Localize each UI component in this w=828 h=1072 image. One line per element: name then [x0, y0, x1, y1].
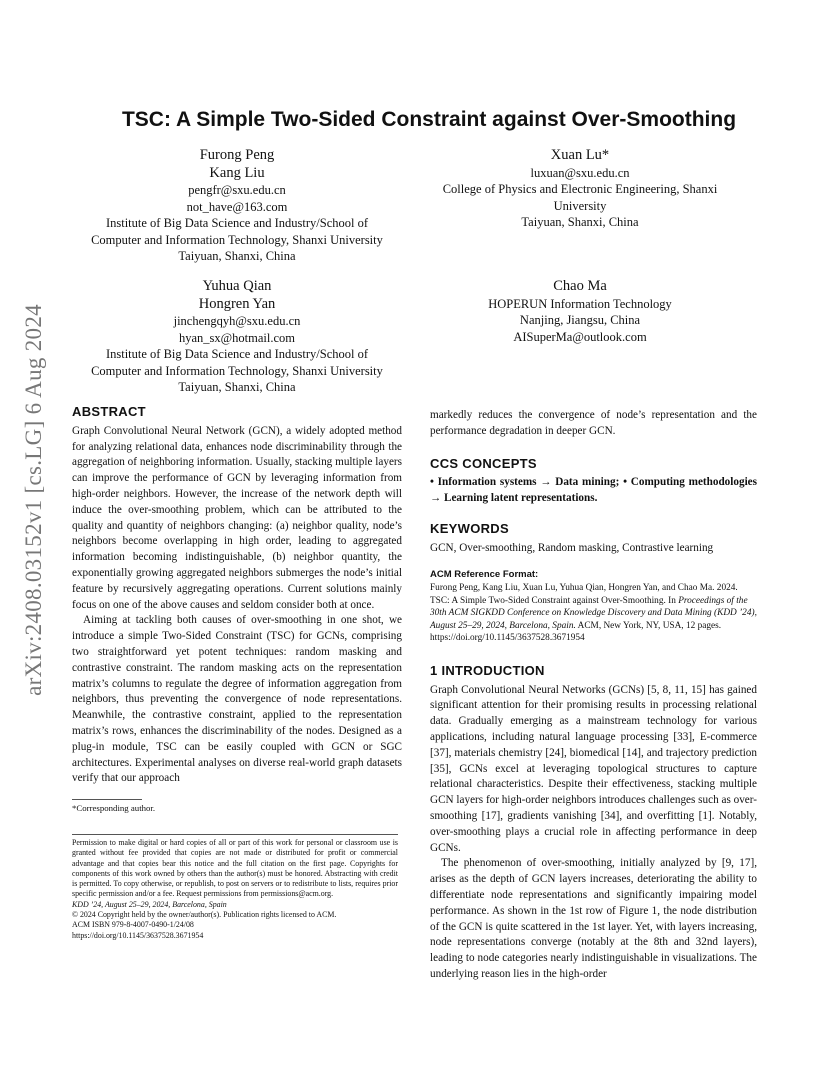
abstract-heading: ABSTRACT [72, 404, 146, 419]
intro-paragraph-2: The phenomenon of over-smoothing, initially analyzed by [9, 17], arises as the depth of GCN layers increases, deteriorating the ability to differentiate node representations and significantly impairing model performance. As shown in the 1st row of Figure 1, the node distribution of the GCN is quite scattered in the 1st layer. Yet, with layers increasing, node representations converge (notably at the 8th and 32nd layers), leading to node categories nearly indistinguishable in visualizations. The underlying reason lies in the high-order [430, 857, 757, 981]
author-name: Chao Ma [553, 278, 607, 294]
doi-link[interactable]: https://doi.org/10.1145/3637528.3671954 [72, 930, 204, 940]
affiliation-line: Institute of Big Data Science and Industry/School of [105, 347, 369, 361]
ccs-concepts-text: • Information systems → Data mining; • Computing methodologies → Learning latent representations. [430, 476, 757, 505]
ccs-heading: CCS CONCEPTS [430, 455, 537, 471]
abstract-paragraph-1: Graph Convolutional Neural Network (GCN), a widely adopted method for analyzing relational data, enhances node discriminability through the aggregation of neighboring information. Usually, stacking multiple layers can improve the performance of GCN by leveraging information from high-order neighbors. However, the increase of the network depth will induce the over-smoothing problem, which can be attributed to the quality and quantity of neighbors changing: (a) neighbor quality, node’s neighbors become overlapping in high order, leading to aggregated information becoming indistinguishable, (b) neighbor quantity, the exponentially growing aggregated neighbors submerges the node’s initial feature by recursively aggregating operations. Current solutions mainly focus on one of the above causes and seldom consider both at once. [72, 424, 402, 611]
author-email[interactable]: jinchengqyh@sxu.edu.cn [173, 314, 301, 328]
copyright-line: © 2024 Copyright held by the owner/author(s). Publication rights licensed to ACM. [72, 910, 337, 920]
left-column [72, 404, 402, 787]
author-email[interactable]: luxuan@sxu.edu.cn [530, 165, 630, 180]
intro-paragraph-1: Graph Convolutional Neural Networks (GCNs) [5, 8, 11, 15] has gained significant attention for their promising results in processing relational data. Gradually emerging as a mainstream technology for various applications, including natural language processing [33], E-commerce [37], materials chemistry [24], biomedical [14], and trajectory prediction [35], GCNs excel at leveraging topological structures to capture relational characteristics. Despite their effectiveness, stacking multiple GCN layers for high-order neighbors introduces challenges such as over-smoothing [17], gradients vanishing [34], and overfitting [1]. Notably, over-smoothing plays a crucial role in affecting performance in deep GCNs. [430, 683, 757, 854]
affiliation-line: HOPERUN Information Technology [488, 296, 672, 311]
author-block-2 [420, 147, 740, 231]
venue-line: KDD ’24, August 25–29, 2024, Barcelona, Spain [72, 899, 227, 909]
permission-block [72, 838, 398, 941]
corresponding-author-footnote: *Corresponding author. [72, 803, 156, 813]
acm-reference-heading: ACM Reference Format: [430, 568, 539, 580]
abstract-paragraph-2: Aiming at tackling both causes of over-smoothing in one shot, we introduce a simple Two-Sided Constraint (TSC) for GCNs, comprising two straightforward yet potent techniques: random masking and contrastive constraint. The random masking acts on the representation matrix’s columns to regulate the degree of information aggregation from neighbors, thus preventing the convergence of node representations. Meanwhile, the contrastive constraint, applied to the representation matrix’s rows, enhances the discriminability of the nodes. Designed as a plug-in module, TSC can be easily coupled with GCN or SGC architectures. Experimental analyses on diverse real-world graph datasets verify that our approach [72, 614, 402, 785]
affiliation-line: Taiyuan, Shanxi, China [521, 215, 639, 229]
affiliation-line: Computer and Information Technology, Shanxi University [91, 363, 383, 378]
affiliation-line: Nanjing, Jiangsu, China [519, 313, 641, 327]
author-name: Furong Peng [199, 147, 275, 163]
affiliation-line: University [553, 198, 607, 213]
affiliation-line: Institute of Big Data Science and Industry/School of [105, 216, 369, 230]
author-email[interactable]: pengfr@sxu.edu.cn [188, 183, 286, 197]
author-name: Kang Liu [209, 164, 265, 181]
affiliation-line: College of Physics and Electronic Engineering, Shanxi [442, 182, 718, 196]
affiliation-line: Taiyuan, Shanxi, China [178, 380, 296, 394]
keywords-text: GCN, Over-smoothing, Random masking, Contrastive learning [430, 541, 714, 554]
keywords-heading: KEYWORDS [430, 520, 509, 536]
author-email[interactable]: not_have@163.com [186, 199, 288, 214]
author-name: Hongren Yan [198, 295, 276, 312]
author-block-1 [72, 147, 402, 265]
author-email[interactable]: AISuperMa@outlook.com [513, 329, 647, 344]
author-block-4 [420, 278, 740, 345]
abstract-continuation: markedly reduces the convergence of node’s representation and the performance degradation in deeper GCN. [430, 409, 757, 437]
permission-text: Permission to make digital or hard copies of all or part of this work for personal or classroom use is granted without fee provided that copies are not made or distributed for profit or commercial advantage and that copies bear this notice and the full citation on the first page. Copyrights for components of this work owned by others than the author(s) must be honored. Abstracting with credit is permitted. To copy otherwise, or republish, to post on servers or to redistribute to lists, requires prior specific permission and/or a fee. Request permissions from permissions@acm.org. [72, 838, 398, 899]
permission-divider [72, 834, 398, 835]
arxiv-id-text: arXiv:2408.03152v1 [cs.LG] 6 Aug 2024 [21, 304, 46, 696]
author-block-3 [72, 278, 402, 396]
paper-title: TSC: A Simple Two-Sided Constraint against Over-Smoothing [121, 108, 737, 131]
affiliation-line: Taiyuan, Shanxi, China [178, 249, 296, 263]
author-name: Yuhua Qian [202, 278, 272, 294]
footnote-divider [72, 799, 142, 800]
author-name: Xuan Lu* [550, 147, 610, 163]
right-column [430, 408, 757, 983]
introduction-heading: 1 INTRODUCTION [430, 662, 545, 678]
arxiv-side-identifier [14, 280, 54, 720]
acm-reference-text: Furong Peng, Kang Liu, Xuan Lu, Yuhua Qian, Hongren Yan, and Chao Ma. 2024. TSC: A Simple Two-Sided Constraint against Over-Smoothing. In Proceedings of the 30th ACM SIGKDD Conference on Knowledge Discovery and Data Mining (KDD ’24), August 25–29, 2024, Barcelona, Spain. ACM, New York, NY, USA, 12 pages. https://doi.org/10.1145/3637528.3671954 [430, 583, 757, 644]
affiliation-line: Computer and Information Technology, Shanxi University [91, 232, 383, 247]
isbn-line: ACM ISBN 979-8-4007-0490-1/24/08 [72, 920, 194, 930]
author-email[interactable]: hyan_sx@hotmail.com [178, 330, 295, 345]
